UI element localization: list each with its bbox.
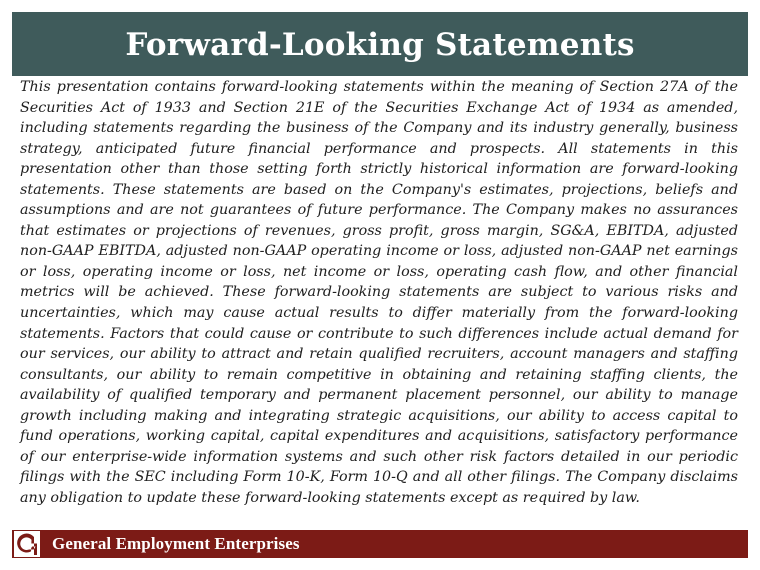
slide-title: Forward-Looking Statements xyxy=(125,27,635,63)
title-bar xyxy=(12,12,748,76)
ge-monogram-logo-icon xyxy=(14,531,40,557)
disclaimer-text: This presentation contains forward-looking statements within the meaning of Section 27A of the Securities Act of 1933 and Section 21E of the Securities Exchange Act of 1934 as amended, including statements regarding the business of the Company and its industry generally, business strategy, anticipated future financial performance and prospects. All statements in this presentation other than those setting forth strictly historical information are forward-looking statements. These statements are based on the Company's estimates, projections, beliefs and assumptions and are not guarantees of future performance. The Company makes no assurances that estimates or projections of revenues, gross profit, gross margin, SG&A, EBITDA, adjusted non-GAAP EBITDA, adjusted non-GAAP operating income or loss, adjusted non-GAAP net earnings or loss, operating income or loss, net income or loss, operating cash flow, and other financial metrics will be achieved. These forward-looking statements are subject to various risks and uncertainties, which may cause actual results to differ materially from the forward-looking statements. Factors that could cause or contribute to such differences include actual demand for our services, our ability to attract and retain qualified recruiters, account managers and staffing consultants, our ability to remain competitive in obtaining and retaining staffing clients, the availability of qualified temporary and permanent placement personnel, our ability to manage growth including making and integrating strategic acquisitions, our ability to access capital to fund operations, working capital, capital expenditures and acquisitions, satisfactory performance of our enterprise-wide information systems and such other risk factors detailed in our periodic filings with the SEC including Form 10-K, Form 10-Q and all other filings. The Company disclaims any obligation to update these forward-looking statements except as required by law. xyxy=(20,79,738,506)
footer-bar xyxy=(12,530,748,558)
company-name: General Employment Enterprises xyxy=(52,534,300,553)
